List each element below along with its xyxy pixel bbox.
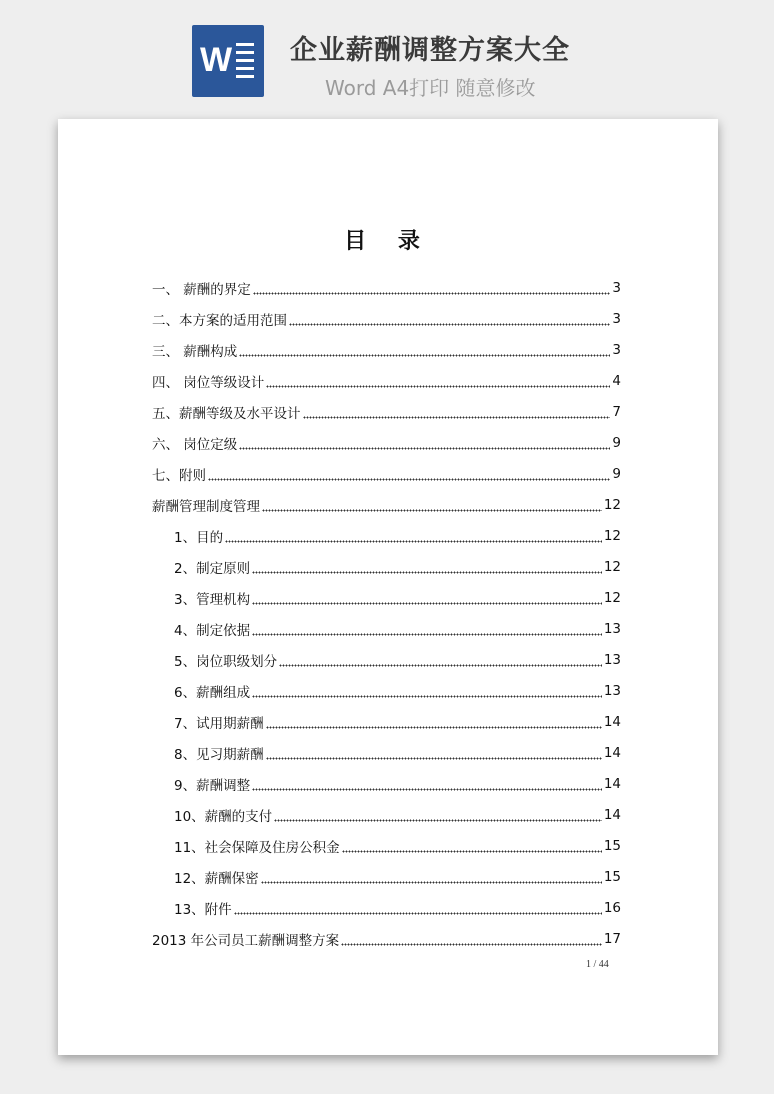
toc-entry[interactable] <box>152 458 621 489</box>
toc-entry-page: 12 <box>603 496 621 513</box>
toc-leader-dots <box>266 380 610 388</box>
toc-entry[interactable] <box>152 892 621 923</box>
toc-leader-dots <box>252 566 602 574</box>
page-number: 1 / 44 <box>586 959 609 970</box>
toc-entry[interactable] <box>152 613 621 644</box>
toc-leader-dots <box>303 411 611 419</box>
toc-entry-label: 1、目的 <box>174 529 224 546</box>
document-page <box>58 119 718 1055</box>
toc-entry[interactable] <box>152 768 621 799</box>
toc-entry[interactable] <box>152 551 621 582</box>
toc-entry-page: 9 <box>612 434 621 451</box>
toc-entry[interactable] <box>152 861 621 892</box>
toc-entry-label: 5、岗位职级划分 <box>174 653 278 670</box>
toc-leader-dots <box>274 814 602 822</box>
toc-leader-dots <box>239 442 610 450</box>
toc-leader-dots <box>252 783 602 791</box>
toc-entry-page: 14 <box>603 775 621 792</box>
toc-leader-dots <box>261 876 602 884</box>
toc-leader-dots <box>234 907 602 915</box>
word-icon-line <box>236 59 254 62</box>
toc-leader-dots <box>252 628 602 636</box>
toc-entry-page: 12 <box>603 558 621 575</box>
toc-entry-label: 3、管理机构 <box>174 591 251 608</box>
page-title: 企业薪酬调整方案大全 <box>290 35 570 66</box>
toc-leader-dots <box>266 721 602 729</box>
toc-leader-dots <box>341 938 602 946</box>
toc-entry-label: 9、薪酬调整 <box>174 777 251 794</box>
toc-entry-label: 六、 岗位定级 <box>152 436 238 453</box>
toc-entry-label: 10、薪酬的支付 <box>174 808 273 825</box>
toc-leader-dots <box>252 690 602 698</box>
toc-entry-page: 16 <box>603 899 621 916</box>
toc-entry-page: 4 <box>612 372 621 389</box>
word-icon-line <box>236 75 254 78</box>
toc-entry[interactable] <box>152 737 621 768</box>
header <box>0 0 774 118</box>
toc-entry-label: 11、社会保障及住房公积金 <box>174 839 340 856</box>
toc-leader-dots <box>262 504 602 512</box>
toc-entry[interactable] <box>152 365 621 396</box>
word-icon-line <box>236 51 254 54</box>
toc-leader-dots <box>342 845 602 853</box>
toc-entry-page: 14 <box>603 713 621 730</box>
toc-entry-page: 3 <box>612 279 621 296</box>
toc-leader-dots <box>279 659 602 667</box>
word-icon-letter: W <box>200 41 233 79</box>
toc-entry-label: 7、试用期薪酬 <box>174 715 264 732</box>
word-icon <box>192 25 264 97</box>
toc-entry-page: 15 <box>603 837 621 854</box>
toc-leader-dots <box>266 752 602 760</box>
toc-entry-page: 15 <box>603 868 621 885</box>
toc-entry-label: 4、制定依据 <box>174 622 251 639</box>
toc-entry[interactable] <box>152 644 621 675</box>
toc-entry-page: 14 <box>603 744 621 761</box>
toc-leader-dots <box>252 597 602 605</box>
toc-entry-label: 三、 薪酬构成 <box>152 343 238 360</box>
toc-leader-dots <box>225 535 602 543</box>
toc-entry-label: 四、 岗位等级设计 <box>152 374 265 391</box>
toc-entry[interactable] <box>152 303 621 334</box>
table-of-contents <box>152 272 621 954</box>
toc-entry-label: 12、薪酬保密 <box>174 870 259 887</box>
toc-entry-page: 3 <box>612 310 621 327</box>
toc-entry-label: 2、制定原则 <box>174 560 251 577</box>
toc-entry-label: 二、本方案的适用范围 <box>152 312 287 329</box>
toc-entry-label: 8、见习期薪酬 <box>174 746 264 763</box>
toc-entry-label: 6、薪酬组成 <box>174 684 251 701</box>
toc-entry[interactable] <box>152 582 621 613</box>
toc-entry-page: 12 <box>603 589 621 606</box>
toc-entry[interactable] <box>152 334 621 365</box>
toc-entry[interactable] <box>152 520 621 551</box>
word-icon-line <box>236 43 254 46</box>
toc-entry-page: 13 <box>603 620 621 637</box>
toc-entry[interactable] <box>152 706 621 737</box>
toc-entry-page: 7 <box>612 403 621 420</box>
toc-entry-page: 9 <box>612 465 621 482</box>
toc-entry[interactable] <box>152 923 621 954</box>
toc-entry[interactable] <box>152 489 621 520</box>
toc-title: 目 录 <box>344 229 432 254</box>
toc-leader-dots <box>253 287 611 295</box>
toc-entry[interactable] <box>152 427 621 458</box>
toc-entry-page: 13 <box>603 651 621 668</box>
toc-entry[interactable] <box>152 830 621 861</box>
toc-leader-dots <box>289 318 610 326</box>
toc-entry[interactable] <box>152 799 621 830</box>
toc-entry-label: 七、附则 <box>152 467 206 484</box>
toc-entry-label: 2013 年公司员工薪酬调整方案 <box>152 932 340 949</box>
toc-entry-page: 14 <box>603 806 621 823</box>
toc-entry-label: 13、附件 <box>174 901 232 918</box>
page-subtitle: Word A4打印 随意修改 <box>325 76 536 100</box>
toc-entry-page: 13 <box>603 682 621 699</box>
toc-entry-label: 五、薪酬等级及水平设计 <box>152 405 301 422</box>
toc-entry[interactable] <box>152 675 621 706</box>
toc-entry[interactable] <box>152 396 621 427</box>
toc-entry-label: 一、 薪酬的界定 <box>152 281 251 298</box>
toc-entry-page: 17 <box>603 930 621 947</box>
toc-entry[interactable] <box>152 272 621 303</box>
toc-entry-page: 3 <box>612 341 621 358</box>
toc-leader-dots <box>239 349 610 357</box>
toc-entry-label: 薪酬管理制度管理 <box>152 498 260 515</box>
toc-entry-page: 12 <box>603 527 621 544</box>
toc-leader-dots <box>208 473 610 481</box>
word-icon-line <box>236 67 254 70</box>
